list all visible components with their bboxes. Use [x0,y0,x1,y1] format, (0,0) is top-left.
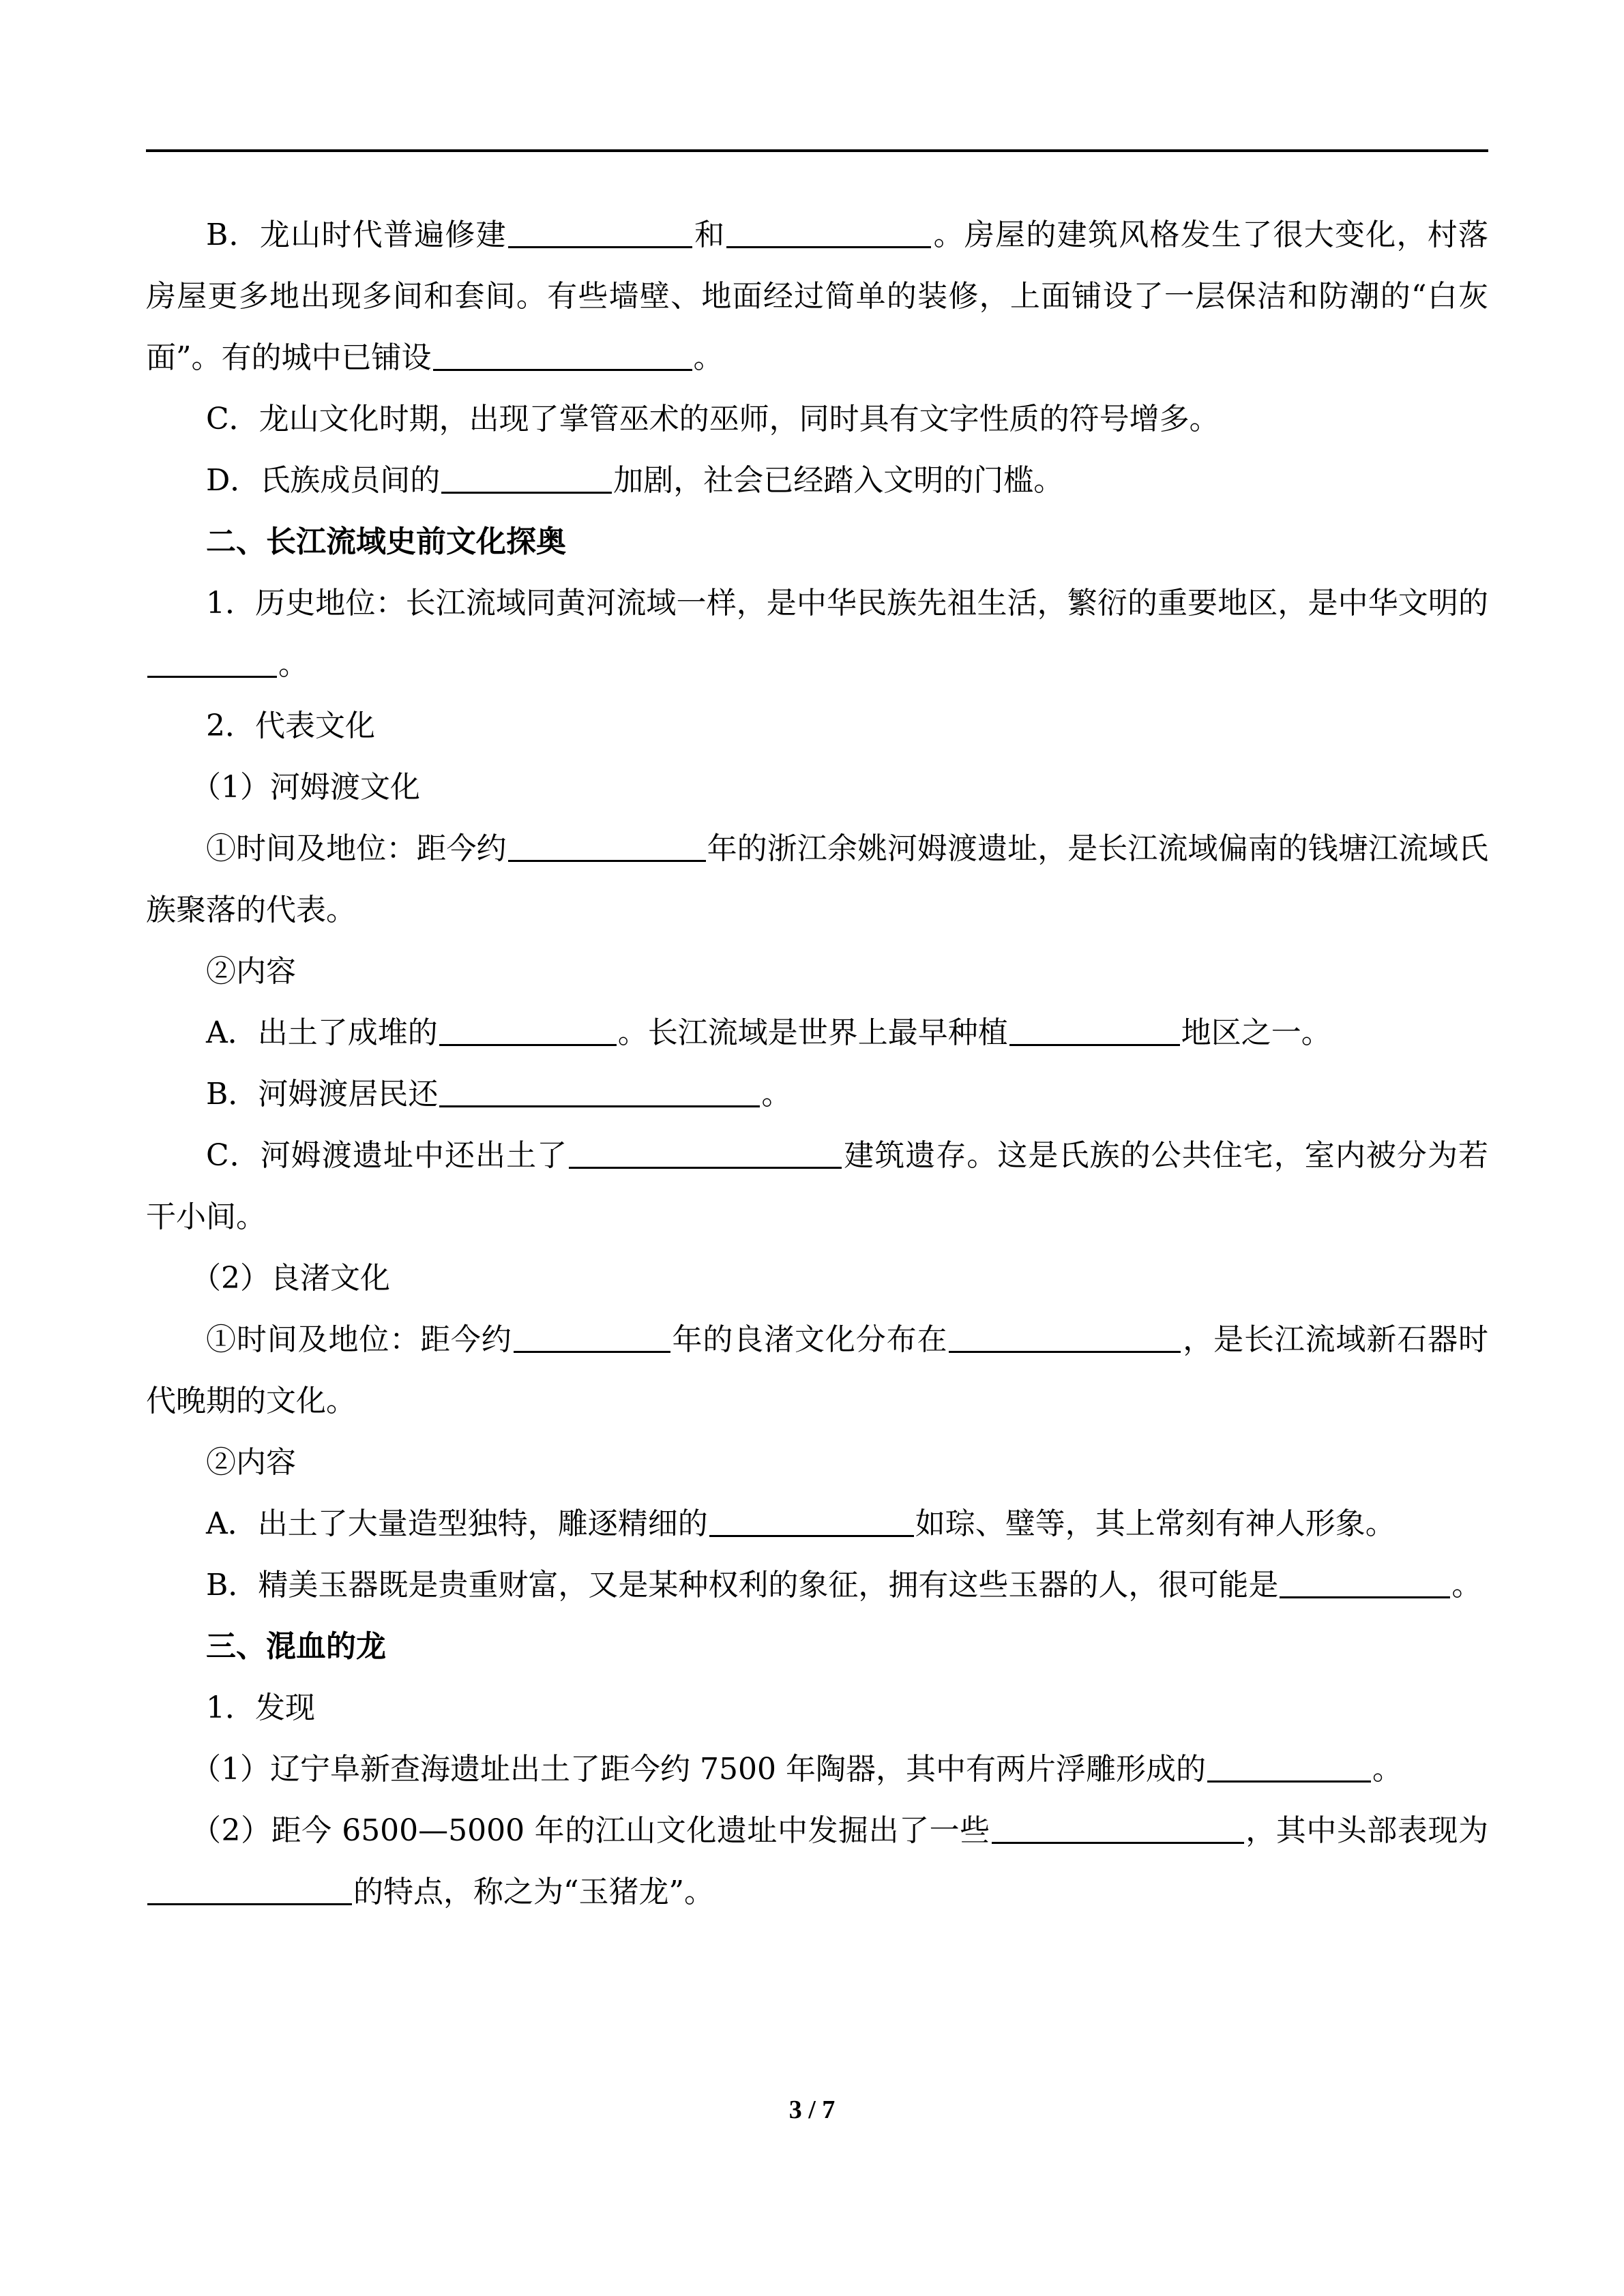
paragraph-text: 和 [693,218,726,252]
paragraph [146,818,1488,941]
fill-in-blank[interactable] [433,339,692,371]
paragraph-text: B．河姆渡居民还 [206,1077,439,1112]
paragraph-text: 1．发现 [206,1690,315,1725]
paragraph [146,696,1488,757]
fill-in-blank[interactable] [726,216,931,248]
paragraph-text: 的特点，称之为“玉猪龙”。 [353,1875,714,1909]
paragraph-text: （2）距今 6500—5000 年的江山文化遗址中发掘出了一些 [191,1813,990,1848]
paragraph-text: 。房屋的建筑风格发生了很大变化，村落房屋更多地出现多间和套间。有些墙壁、地面经过简单的装修，上面铺设了一层保洁和防潮的“白灰面”。有的城中已铺设 [146,218,1488,375]
paragraph-text: 。 [761,1077,792,1112]
paragraph-text: 。长江流域是世界上最早种植 [617,1015,1008,1050]
paragraph-text: 三、混血的龙 [206,1629,386,1664]
paragraph [146,1309,1488,1432]
fill-in-blank[interactable] [147,646,277,678]
fill-in-blank[interactable] [147,1873,352,1905]
paragraph-text: （1）辽宁阜新查海遗址出土了距今约 7500 年陶器，其中有两片浮雕形成的 [191,1752,1206,1787]
paragraph-text: ①时间及地位：距今约 [206,1322,512,1357]
paragraph [146,1248,1488,1309]
fill-in-blank[interactable] [441,462,612,494]
paragraph [146,1800,1488,1923]
paragraph-text: （1）河姆渡文化 [191,770,420,805]
fill-in-blank[interactable] [439,1014,617,1046]
fill-in-blank[interactable] [949,1321,1181,1353]
section-heading [146,511,1488,573]
paragraph [146,1555,1488,1616]
paragraph [146,1739,1488,1800]
paragraph-text: D．氏族成员间的 [206,463,441,498]
paragraph [146,1064,1488,1125]
paragraph-text: 二、长江流域史前文化探奥 [206,524,566,559]
paragraph [146,757,1488,818]
paragraph-text: 。 [693,340,724,375]
paragraph-text: 加剧，社会已经踏入文明的门槛。 [613,463,1064,498]
paragraph-text: 建筑遗存。这是氏族的公共住宅，室内被分为若干小间。 [146,1138,1488,1234]
paragraph-text: 地区之一。 [1181,1015,1331,1050]
paragraph [146,1002,1488,1064]
fill-in-blank[interactable] [1207,1750,1371,1783]
fill-in-blank[interactable] [1009,1014,1180,1046]
paragraph-text: 如琮、璧等，其上常刻有神人形象。 [915,1506,1396,1541]
paragraph-text: 。 [1372,1752,1402,1787]
paragraph-text: 年的良渚文化分布在 [671,1322,948,1357]
fill-in-blank[interactable] [508,216,692,248]
paragraph-text: ①时间及地位：距今约 [206,831,507,866]
paragraph-text: ，其中头部表现为 [1245,1813,1489,1848]
paragraph [146,1125,1488,1248]
paragraph-text: B．精美玉器既是贵重财富，又是某种权利的象征，拥有这些玉器的人，很可能是 [206,1568,1279,1602]
paragraph-text: 。 [1451,1568,1482,1602]
fill-in-blank[interactable] [569,1137,842,1169]
paragraph-text: （2）良渚文化 [191,1261,390,1296]
paragraph-text: C．河姆渡遗址中还出土了 [206,1138,568,1173]
paragraph-text: ②内容 [206,954,296,989]
header-rule [146,149,1488,152]
fill-in-blank[interactable] [439,1075,760,1107]
paragraph [146,1432,1488,1493]
paragraph-text: A．出土了大量造型独特，雕逐精细的 [206,1506,708,1541]
paragraph [146,573,1488,696]
paragraph [146,205,1488,389]
paragraph [146,389,1488,450]
fill-in-blank[interactable] [508,830,706,862]
fill-in-blank[interactable] [709,1505,914,1537]
paragraph [146,941,1488,1002]
worksheet-body [146,205,1488,1923]
paragraph-text: A．出土了成堆的 [206,1015,438,1050]
paragraph-text: ②内容 [206,1445,296,1480]
paragraph-text: 年的浙江余姚河姆渡遗址，是长江流域偏南的钱塘江流域氏族聚落的代表。 [146,831,1489,927]
fill-in-blank[interactable] [1280,1566,1450,1598]
paragraph [146,1493,1488,1555]
page-number: 3 / 7 [788,2096,836,2124]
paragraph-text: 。 [278,647,308,682]
paragraph-text: B．龙山时代普遍修建 [206,218,507,252]
fill-in-blank[interactable] [992,1812,1244,1844]
fill-in-blank[interactable] [514,1321,670,1353]
paragraph [146,450,1488,511]
paragraph [146,1678,1488,1739]
paragraph-text: ，是长江流域新石器时代晚期的文化。 [146,1322,1489,1418]
paragraph-text: C．龙山文化时期，出现了掌管巫术的巫师，同时具有文字性质的符号增多。 [206,402,1220,436]
paragraph-text: 2．代表文化 [206,709,375,743]
paragraph-text: 1．历史地位：长江流域同黄河流域一样，是中华民族先祖生活，繁衍的重要地区，是中华文明的 [206,586,1488,621]
section-heading [146,1616,1488,1678]
